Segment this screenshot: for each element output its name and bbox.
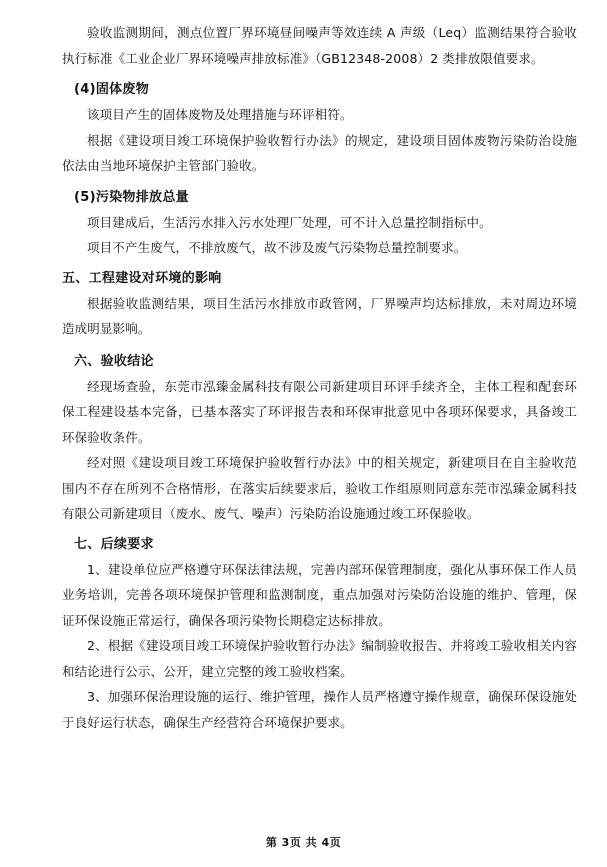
subheading-total-emissions: (5)污染物排放总量 [74, 189, 189, 205]
paragraph-section-six-2: 经对照《建设项目竣工环境保护验收暂行办法》中的相关规定，新建项目在自主验收范围内不存在所列不合格情形，在落实后续要求后，验收工作组原则同意东莞市泓臻金属科技有限公司新建项目（废水、废气、噪声）污染防治设施通过竣工环保验收。 [62, 455, 577, 521]
paragraph-section-seven-2: 2、根据《建设项目竣工环境保护验收暂行办法》编制验收报告、并将竣工验收相关内容和结论进行公示、公开，建立完整的竣工验收档案。 [62, 638, 577, 679]
paragraph-section-seven-3: 3、加强环保治理设施的运行、维护管理，操作人员严格遵守操作规章，确保环保设施处于良好运行状态，确保生产经营符合环境保护要求。 [62, 689, 577, 730]
subheading-solid-waste: (4)固体废物 [74, 82, 150, 97]
paragraph-section-five: 根据验收监测结果，项目生活污水排放市政管网，厂界噪声均达标排放，未对周边环境造成明显影响。 [62, 295, 577, 336]
section-heading-seven: 七、后续要求 [74, 536, 154, 552]
paragraph-section-six-1: 经现场查验，东莞市泓臻金属科技有限公司新建项目环评手续齐全，主体工程和配套环保工程建设基本完备，已基本落实了环评报告表和环保审批意见中各项环保要求，具备竣工环保验收条件。 [62, 378, 577, 445]
paragraph-solid-waste-1: 该项目产生的固体废物及处理措施与环评相符。 [87, 107, 353, 122]
paragraph-noise-result: 验收监测期间，测点位置厂界环境昼间噪声等效连续 A 声级（Leq）监测结果符合验收执行标准《工业企业厂界环境噪声排放标准》（GB12348-2008）2 类排放限值要求。 [62, 25, 577, 66]
paragraph-total-emissions-1: 项目建成后，生活污水排入污水处理厂处理，可不计入总量控制指标中。 [87, 214, 492, 230]
section-heading-five: 五、工程建设对环境的影响 [62, 270, 222, 286]
page-number: 第 3页 共 4页 [265, 836, 342, 849]
section-heading-six: 六、验收结论 [74, 353, 154, 369]
paragraph-solid-waste-2: 根据《建设项目竣工环境保护验收暂行办法》的规定，建设项目固体废物污染防治设施依法由当地环境保护主管部门验收。 [62, 132, 577, 173]
paragraph-total-emissions-2: 项目不产生废气，不排放废气，故不涉及废气污染物总量控制要求。 [87, 240, 467, 255]
document-body [62, 20, 577, 735]
paragraph-section-seven-1: 1、建设单位应严格遵守环保法律法规，完善内部环保管理制度，强化从事环保工作人员业务培训，完善各项环境保护管理和监测制度，重点加强对污染防治设施的维护、管理，保证环保设施正常运行，确保各项污染物长期稳定达标排放。 [62, 561, 577, 628]
